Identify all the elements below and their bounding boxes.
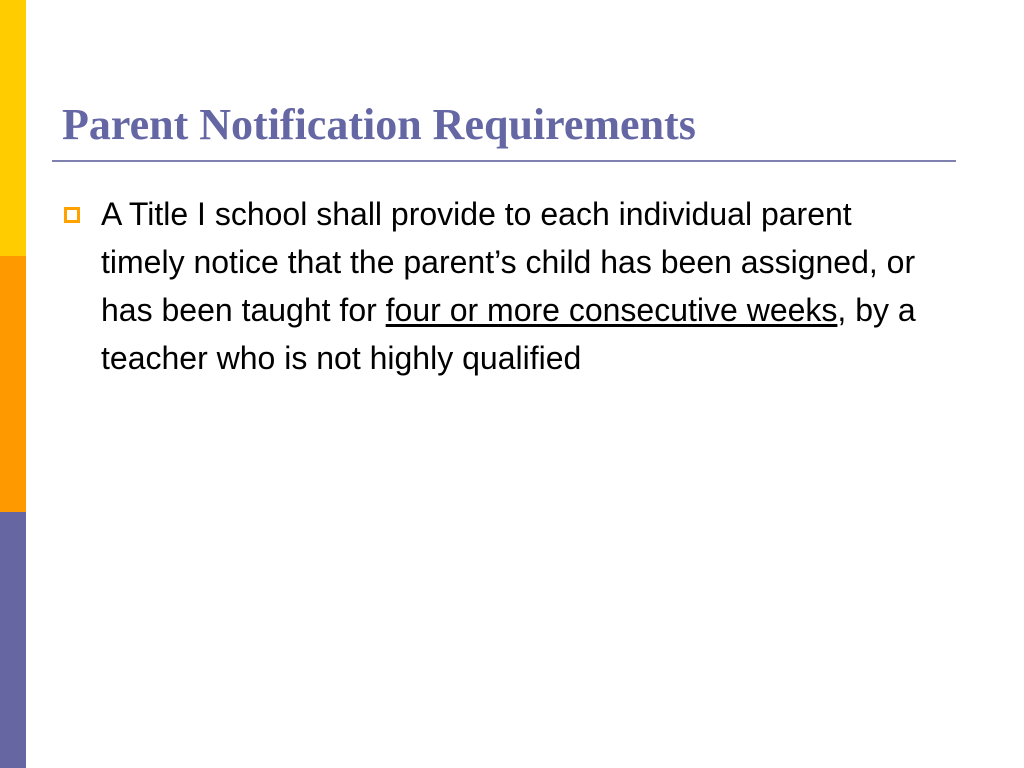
side-accent-bar (0, 0, 26, 768)
title-divider (52, 160, 956, 162)
accent-bar-yellow-segment (0, 0, 26, 256)
bullet-text-part: , by a teacher who is not highly qualified (101, 292, 916, 376)
bullet-text-part: A Title I school shall provide to each individual parent timely notice that the parent’s child has been assigned, or has been taught for (101, 196, 916, 328)
accent-bar-orange-segment (0, 256, 26, 512)
accent-bar-purple-segment (0, 512, 26, 768)
underlined-emphasis: four or more consecutive weeks (385, 292, 838, 328)
square-bullet-icon (64, 207, 80, 223)
bullet-text (101, 190, 931, 382)
slide-title: Parent Notification Requirements (62, 100, 696, 149)
